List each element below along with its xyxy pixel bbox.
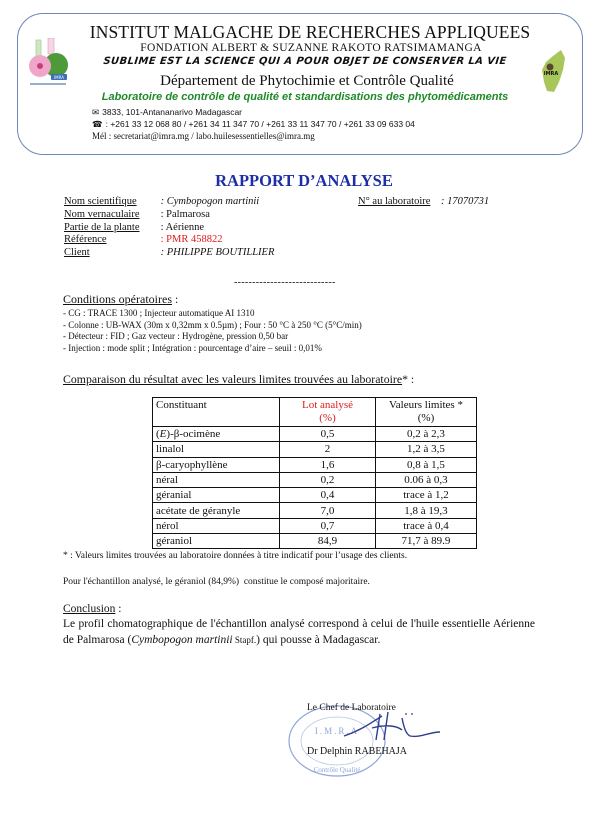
info-row-plant-part (64, 222, 274, 235)
info-label: Partie de la plante (64, 221, 140, 233)
cell-limit-values: trace à 0,4 (376, 518, 477, 533)
condition-line: - Injection : mode split ; Intégration : pourcentage d’aire – seuil : 0,01% (63, 342, 322, 353)
cell-constituent: nérol (153, 518, 280, 533)
sample-info (64, 196, 274, 260)
conditions-heading (63, 292, 178, 307)
section-separator: ---------------------------- (234, 277, 336, 288)
conclusion-text-part: ) qui pousse à Madagascar. (256, 633, 381, 646)
phones-text: : +261 33 12 068 80 / +261 34 11 347 70 / +261 33 11 347 70 / +261 33 09 633 04 (105, 119, 415, 129)
cell-lot-value: 7,0 (280, 503, 376, 518)
signatory-role: Le Chef de Laboratoire (307, 703, 396, 713)
postal-address (92, 107, 242, 118)
major-compound-statement: Pour l'échantillon analysé, le géraniol (84,9%) constitue le composé majoritaire. (63, 577, 370, 587)
header-limits-line1: Valeurs limites * (389, 399, 463, 411)
cell-constituent: (E)-β-ocimène (153, 427, 280, 442)
table-row (153, 442, 477, 457)
cell-lot-value: 0,2 (280, 472, 376, 487)
comparison-title-suffix: * : (402, 372, 415, 386)
report-title: RAPPORT D’ANALYSE (215, 171, 393, 190)
lab-number (358, 196, 489, 209)
condition-line: - CG : TRACE 1300 ; Injecteur automatique AI 1310 (63, 308, 255, 318)
table-row (153, 534, 477, 549)
results-table (152, 397, 477, 549)
conclusion-text-part: Le profil chomatographique de l'échantillon analysé correspond à celui de l'huile essentielle Aérienne de Palmarosa ( (63, 618, 535, 646)
cell-constituent: géranial (153, 488, 280, 503)
header-constituent: Constituant (153, 398, 280, 427)
cell-lot-value: 0,7 (280, 518, 376, 533)
envelope-icon: ✉ (92, 107, 100, 117)
svg-text:Contrôle Qualité: Contrôle Qualité (313, 766, 361, 774)
table-row (153, 457, 477, 472)
header-limits-line2: (%) (417, 411, 435, 424)
info-label: Client (64, 247, 90, 259)
info-row-vernacular-name (64, 209, 274, 222)
conclusion-title: Conclusion (63, 603, 116, 615)
header-limit-values (376, 398, 477, 427)
cell-constituent: géraniol (153, 534, 280, 549)
svg-text:IMRA: IMRA (543, 71, 559, 77)
header-lot-analyzed (280, 398, 376, 427)
foundation-name: FONDATION ALBERT & SUZANNE RAKOTO RATSIMAMANGA (140, 42, 482, 54)
footnote: * : Valeurs limites trouvées au laboratoire données à titre indicatif pour l’usage des clients. (63, 551, 408, 561)
cell-lot-value: 1,6 (280, 457, 376, 472)
svg-text:IMRA: IMRA (54, 75, 64, 80)
comparison-title: Comparaison du résultat avec les valeurs limites trouvées au laboratoire (63, 372, 403, 386)
table-row (153, 472, 477, 487)
table-row (153, 427, 477, 442)
table-header-row (153, 398, 477, 427)
conditions-list (63, 308, 362, 354)
institute-name: INSTITUT MALGACHE DE RECHERCHES APPLIQUEES (89, 22, 531, 42)
conclusion-text (63, 617, 535, 648)
condition-line: - Détecteur : FID ; Gaz vecteur : Hydrogène, pression 0,50 bar (63, 331, 289, 342)
table-row (153, 503, 477, 518)
info-row-scientific-name (64, 196, 274, 209)
cell-limit-values: 1,8 à 19,3 (376, 503, 477, 518)
cell-constituent: acétate de géranyle (153, 503, 280, 518)
address-text: 3833, 101-Antananarivo Madagascar (102, 107, 242, 117)
department-name: Département de Phytochimie et Contrôle Qualité (160, 73, 454, 89)
signatory-name: Dr Delphin RABEHAJA (307, 746, 407, 757)
condition-line: - Colonne : UB-WAX (30m x 0,32mm x 0.5µm) ; Four : 50 °C à 250 °C (5°C/min) (63, 319, 362, 330)
phone-icon: ☎ (92, 119, 103, 129)
cell-limit-values: 0,2 à 2,3 (376, 427, 477, 442)
cell-limit-values: trace à 1,2 (376, 488, 477, 503)
info-label: Nom vernaculaire (64, 208, 140, 220)
header-lot-line1: Lot analysé (301, 399, 353, 411)
cell-lot-value: 0,4 (280, 488, 376, 503)
cell-constituent: β-caryophyllène (153, 457, 280, 472)
cell-limit-values: 0.06 à 0,3 (376, 472, 477, 487)
conclusion-title-suffix: : (115, 603, 122, 615)
table-row (153, 488, 477, 503)
conclusion-species: Cymbopogon martinii (131, 633, 233, 646)
info-value: : Aérienne (160, 221, 205, 233)
email-addresses: Mél : secretariat@imra.mg / labo.huilesessentielles@imra.mg (92, 131, 315, 141)
cell-limit-values: 71,7 à 89.9 (376, 534, 477, 549)
conclusion-heading (63, 603, 121, 615)
cell-lot-value: 84,9 (280, 534, 376, 549)
info-row-reference (64, 234, 274, 247)
info-row-client (64, 247, 274, 260)
info-value: : Cymbopogon martinii (160, 196, 260, 207)
lab-number-label: N° au laboratoire (358, 196, 431, 207)
info-value: : Palmarosa (160, 208, 210, 220)
handwritten-signature (342, 710, 442, 744)
info-value: : PHILIPPE BOUTILLIER (160, 247, 275, 259)
table-row (153, 518, 477, 533)
info-value: : PMR 458822 (160, 234, 223, 246)
cell-limit-values: 0,8 à 1,5 (376, 457, 477, 472)
laboratory-name: Laboratoire de contrôle de qualité et standardisations des phytomédicaments (101, 91, 509, 103)
cell-constituent: linalol (153, 442, 280, 457)
cell-lot-value: 0,5 (280, 427, 376, 442)
info-label: Référence (64, 234, 107, 246)
cell-limit-values: 1,2 à 3,5 (376, 442, 477, 457)
results-body (153, 427, 477, 549)
header-lot-line2: (%) (319, 411, 336, 424)
conditions-title: Conditions opératoires (63, 292, 172, 306)
comparison-heading (63, 372, 414, 387)
cell-constituent: néral (153, 472, 280, 487)
info-label: Nom scientifique (64, 196, 137, 207)
motto: SUBLIME EST LA SCIENCE QUI A POUR OBJET DE CONSERVER LA VIE (102, 56, 508, 67)
conclusion-author: Stapf. (232, 634, 257, 645)
lab-number-value: : 17070731 (441, 196, 490, 207)
phone-numbers (92, 119, 415, 130)
conditions-title-suffix: : (171, 292, 179, 306)
svg-text:I.M.R.A: I.M.R.A (314, 726, 360, 736)
cell-lot-value: 2 (280, 442, 376, 457)
